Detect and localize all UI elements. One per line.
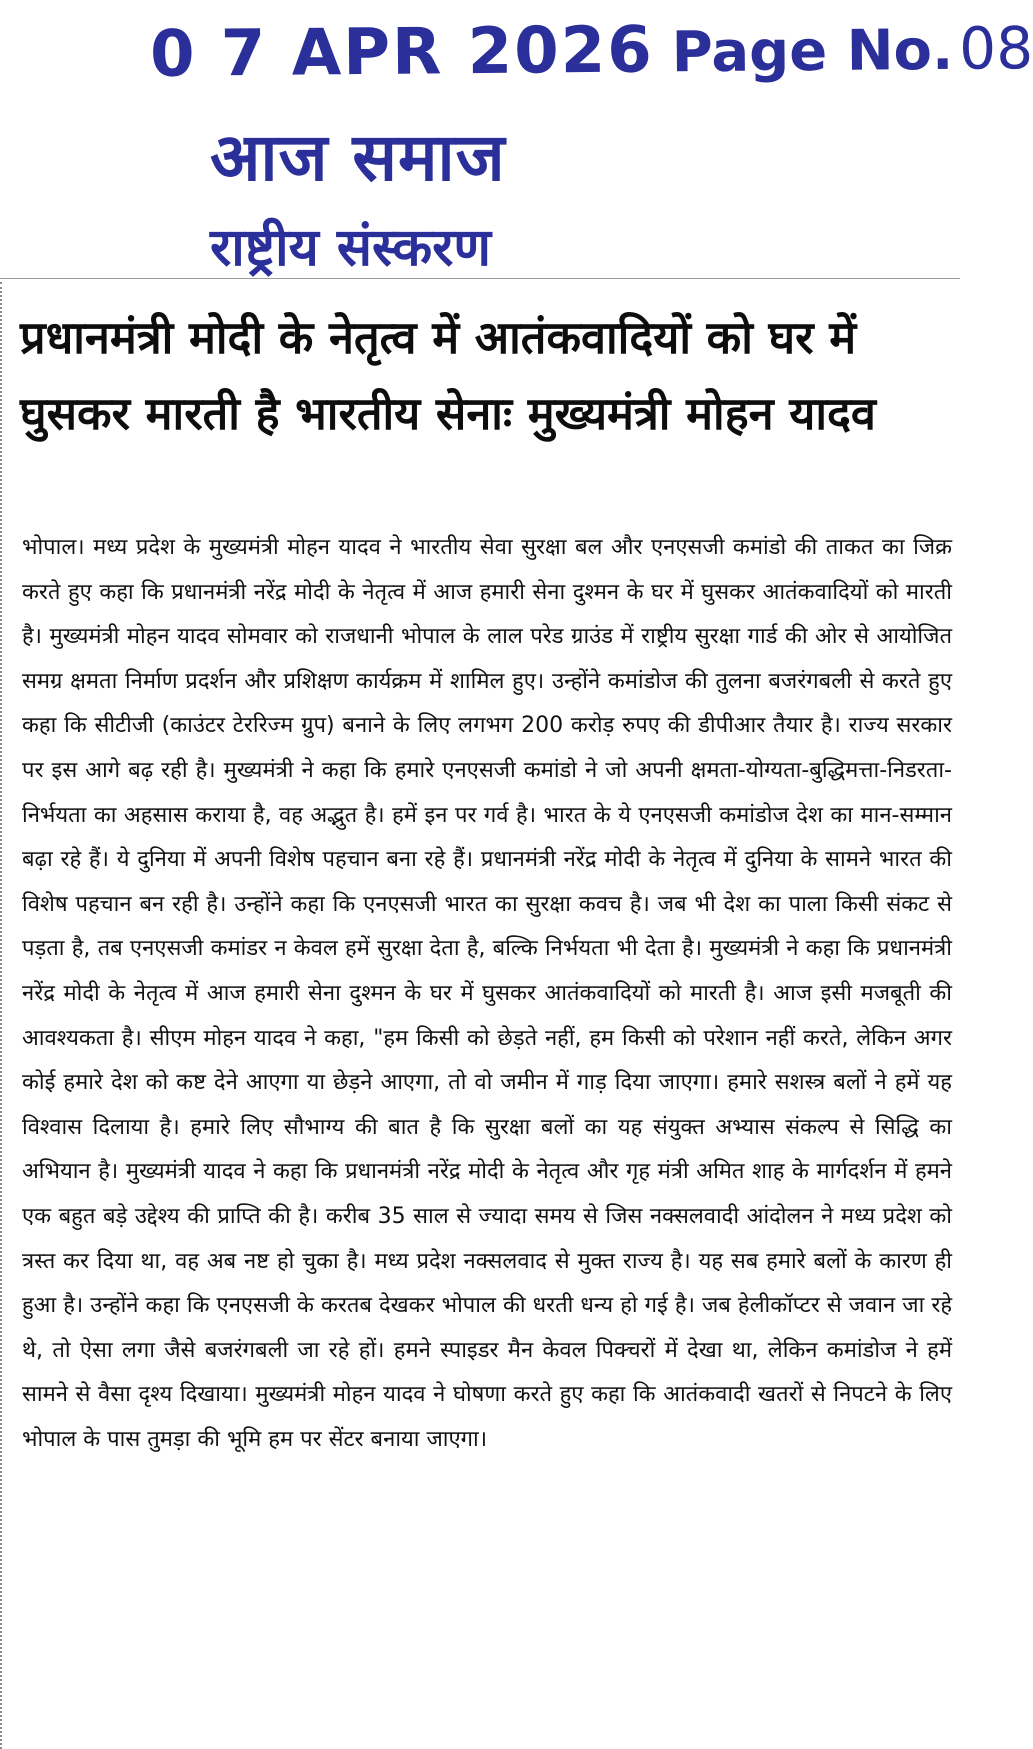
stamp-page-label: Page No. bbox=[671, 17, 954, 86]
stamp-date-line bbox=[150, 10, 1033, 92]
article-headline: प्रधानमंत्री मोदी के नेतृत्व में आतंकवादियों को घर में घुसकर मारती है भारतीय सेनाः मुख्यमंत्री मोहन यादव bbox=[20, 311, 876, 440]
clipping-left-edge bbox=[0, 282, 8, 1749]
stamp-date: 0 7 APR 2026 bbox=[149, 13, 655, 92]
stamp-edition: राष्ट्रीय संस्करण bbox=[210, 218, 492, 278]
article-body: भोपाल। मध्य प्रदेश के मुख्यमंत्री मोहन यादव ने भारतीय सेवा सुरक्षा बल और एनएसजी कमांडो की ताकत का जिक्र करते हुए कहा कि प्रधानमंत्री नरेंद्र मोदी के नेतृत्व में आज हमारी सेना दुश्मन के घर में घुसकर आतंकवादियों को मारती है। मुख्यमंत्री मोहन यादव सोमवार को राजधानी भोपाल के लाल परेड ग्राउंड में राष्ट्रीय सुरक्षा गार्ड की ओर से आयोजित समग्र क्षमता निर्माण प्रदर्शन और प्रशिक्षण कार्यक्रम में शामिल हुए। उन्होंने कमांडोज की तुलना बजरंगबली से करते हुए कहा कि सीटीजी (काउंटर टेररिज्म ग्रुप) बनाने के लिए लगभग 200 करोड़ रुपए की डीपीआर तैयार है। राज्य सरकार पर इस आगे बढ़ रही है। मुख्यमंत्री ने कहा कि हमारे एनएसजी कमांडो ने जो अपनी क्षमता-योग्यता-बुद्धिमत्ता-निडरता-निर्भयता का अहसास कराया है, वह अद्भुत है। हमें इन पर गर्व है। भारत के ये एनएसजी कमांडोज देश का मान-सम्मान बढ़ा रहे हैं। ये दुनिया में अपनी विशेष पहचान बना रहे हैं। प्रधानमंत्री नरेंद्र मोदी के नेतृत्व में दुनिया के सामने भारत की विशेष पहचान बन रही है। उन्होंने कहा कि एनएसजी भारत का सुरक्षा कवच है। जब भी देश का पाला किसी संकट से पड़ता है, तब एनएसजी कमांडर न केवल हमें सुरक्षा देता है, बल्कि निर्भयता भी देता है। मुख्यमंत्री ने कहा कि प्रधानमंत्री नरेंद्र मोदी के नेतृत्व में आज हमारी सेना दुश्मन के घर में घुसकर आतंकवादियों को मारती है। आज इसी मजबूती की आवश्यकता है। सीएम मोहन यादव ने कहा, "हम किसी को छेड़ते नहीं, हम किसी को परेशान नहीं करते, लेकिन अगर कोई हमारे देश को कष्ट देने आएगा या छेड़ने आएगा, तो वो जमीन में गाड़ दिया जाएगा। हमारे सशस्त्र बलों ने हमें यह विश्वास दिलाया है। हमारे लिए सौभाग्य की बात है कि सुरक्षा बलों का यह संयुक्त अभ्यास संकल्प से सिद्धि का अभियान है। मुख्यमंत्री यादव ने कहा कि प्रधानमंत्री नरेंद्र मोदी के नेतृत्व और गृह मंत्री अमित शाह के मार्गदर्शन में हमने एक बहुत बड़े उद्देश्य की प्राप्ति की है। करीब 35 साल से ज्यादा समय से जिस नक्सलवादी आंदोलन ने मध्य प्रदेश को त्रस्त कर दिया था, वह अब नष्ट हो चुका है। मध्य प्रदेश नक्सलवाद से मुक्त राज्य है। यह सब हमारे बलों के कारण ही हुआ है। उन्होंने कहा कि एनएसजी के करतब देखकर भोपाल की धरती धन्य हो गई है। जब हेलीकॉप्टर से जवान जा रहे थे, तो ऐसा लगा जैसे बजरंगबली जा रहे हों। हमने स्पाइडर मैन केवल पिक्चरों में देखा था, लेकिन कमांडोज ने हमें सामने से वैसा दृश्य दिखाया। मुख्यमंत्री मोहन यादव ने घोषणा करते हुए कहा कि आतंकवादी खतरों से निपटने के लिए भोपाल के पास तुमड़ा की भूमि हम पर सेंटर बनाया जाएगा। bbox=[22, 535, 953, 1452]
stamp-page-number: 08 bbox=[958, 14, 1033, 83]
stamp-newspaper-name: आज समाज bbox=[210, 119, 506, 196]
clipping-top-edge bbox=[0, 278, 960, 279]
